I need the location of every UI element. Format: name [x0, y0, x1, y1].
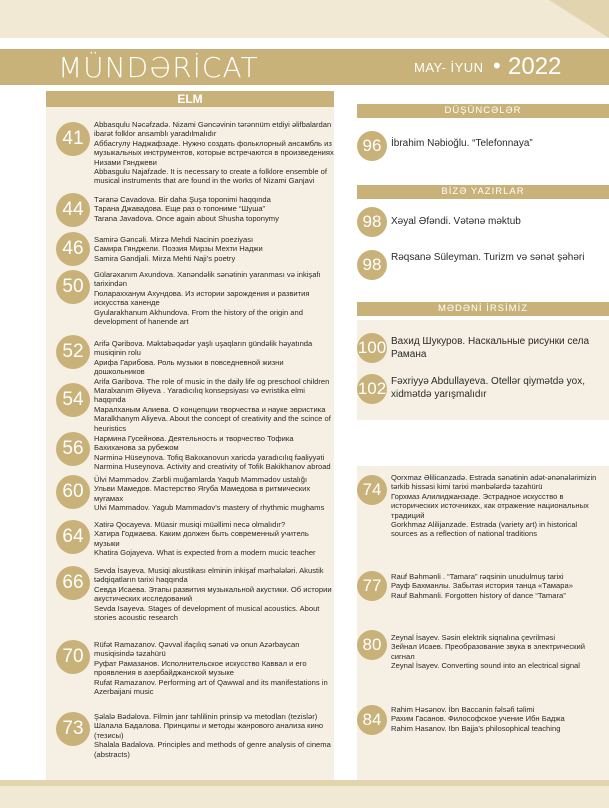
entry-text: [94, 475, 334, 513]
entry-line-ru: Самира Гянджели. Поэзия Мирзы Мехти Наджи: [94, 244, 263, 254]
issue-year: 2022: [508, 53, 562, 80]
section-header-medeni-irsimiz: MƏDƏNİ İRSİMİZ: [357, 302, 609, 316]
corner-decoration: [549, 0, 609, 38]
page-badge: 102: [357, 374, 387, 404]
top-decorative-band: [0, 0, 609, 38]
page-badge: 44: [56, 193, 90, 227]
page-badge: 77: [357, 571, 387, 601]
page-badge: 100: [357, 333, 387, 363]
entry-line-en: Rufat Ramazanov. Performing art of Qawwal and its manifestations in Azerbaijani music: [94, 677, 328, 697]
page-badge: 84: [357, 705, 387, 735]
page-title: MÜNDƏRİCAT: [58, 51, 259, 84]
entry-text: Вахид Шукуров. Наскальные рисунки села Рамана: [391, 336, 590, 360]
entry-line-en: Rauf Bahmanli. Forgotten history of dance “Tamara”: [391, 590, 566, 600]
entry-line-ru: Горхмаз Алилиджанзаде. Эстрадное искусство в исторических источниках, как отражение национальных традиций: [391, 491, 589, 520]
entry-line-az: Təranə Cavadova. Bir daha Şuşa toponimi haqqında: [94, 195, 271, 204]
entry-line-az: Ülvi Məmmədov. Zərbli muğamlarda Yaqub Məmmədov ustalığı: [94, 475, 308, 484]
entry-line-ru: Зейнал Исаев. Преобразование звука в электрический сигнал: [391, 642, 585, 661]
entry-text: [94, 270, 334, 326]
page-badge: 64: [56, 520, 90, 554]
entry-text: [94, 712, 334, 759]
entry-line-az: Gülarəxanım Axundova. Xanəndəlik sənətinin yaranması və inkişafı tarixindən: [94, 270, 321, 289]
entry-line-az: Abbasqulu Nəcəfzadə. Nizami Gəncəvinin tərənnüm etdiyi əlifbalardan ibarət folklor ansamblı yaradılmalıdır: [94, 120, 332, 139]
entry-text: [94, 120, 334, 186]
entry-line-en: Maralkhanym Aliyeva. About the concept of creativity and the scince of heuristics: [94, 414, 331, 433]
entry-line-az: Maralxanım Əliyeva . Yaradıcılıq konsepsiyası və evristika elmi haqqında: [94, 386, 305, 405]
page-badge: 52: [56, 335, 90, 369]
entry-line-en: Ulvi Mammadov. Yagub Mammadov’s mastery of rhythmic mughams: [94, 503, 325, 513]
entry-text: [391, 572, 605, 600]
entry-text: [94, 520, 334, 558]
entry-line-ru: Севда Исаева. Этапы развития музыкальной акустики. Об истории акустических исследований: [94, 584, 332, 604]
page-badge: 80: [357, 630, 387, 660]
entry-line-az: Zeynal İsayev. Səsin elektrik siqnalına çevrilməsi: [391, 633, 556, 642]
section-header-dusunceler: DÜŞÜNCƏLƏR: [357, 104, 609, 118]
page-badge: 70: [56, 640, 90, 674]
entry-text: [94, 195, 334, 223]
entry-text: Rəqsanə Süleyman. Turizm və sənət şəhəri: [391, 252, 585, 263]
entry-text: [391, 705, 605, 733]
entry-text: [94, 235, 334, 263]
bottom-strip: [0, 780, 609, 786]
section-header-bize-yazirlar: BİZƏ YAZIRLAR: [357, 185, 609, 199]
entry-line-en: Arifa Garibova. The role of music in the daily life og preschool children: [94, 376, 330, 386]
page-badge: 73: [56, 712, 90, 746]
page-badge: 96: [357, 131, 387, 161]
entry-line-en: Samira Gandjali. Mirza Mehti Naji’s poetry: [94, 253, 236, 263]
entry-text: [94, 386, 334, 433]
page-badge: 54: [56, 383, 90, 417]
page-badge: 56: [56, 432, 90, 466]
entry-text: [94, 339, 334, 386]
entry-line-az: Nərminə Hüseynova. Tofiq Bakıxanovun xaricdə yaradıcılıq fəaliyyəti: [94, 452, 325, 462]
entry-line-az: Rüfət Ramazanov. Qəvval ifaçılıq sənəti və onun Azərbaycan musiqisində təzahürü: [94, 640, 300, 659]
page-badge: 41: [56, 122, 90, 156]
entry-text: [94, 640, 334, 696]
page-badge: 66: [56, 566, 90, 600]
page-badge: 60: [56, 475, 90, 509]
entry-line-az: Rauf Bəhmənli . “Tamara” rəqsinin unudulmuş tarixi: [391, 572, 564, 581]
entry-line-ru: Тарана Джавадова. Еще раз о топониме “Шуша”: [94, 204, 266, 214]
entry-text: Fəxriyyə Abdullayeva. Otellər qiymətdə yox, xidmətdə yarışmalıdır: [391, 376, 585, 400]
entry-line-en: Khatira Gojayeva. What is expected from a modern mucic teacher: [94, 548, 316, 558]
page-badge: 50: [56, 270, 90, 304]
entry-line-az: Xatirə Qocayeva. Müasir musiqi müəllimi necə olmalıdır?: [94, 520, 286, 529]
entry-line-az: Samirə Gəncəli. Mirzə Mehdi Nacinin poeziyası: [94, 235, 254, 244]
entry-line-ru: Руфат Рамазанов. Исполнительское искусство Каввал и его проявления в азербайджанской музыке: [94, 658, 307, 678]
entry-line-ru: Хатира Годжаева. Каким должен быть современный учитель музыки: [94, 529, 309, 548]
entry-line-ru: Гюларахханум Ахундова. Из истории зарождения и развития искусства ханенде: [94, 288, 310, 308]
entry-line-az: Sevda İsayeva. Musiqi akustikası elminin inkişaf mərhələləri. Akustik tədqiqatların tarixi haqqında: [94, 566, 324, 585]
entry-line-az: Qorxmaz Əlilicanzadə. Estrada sənətinin adət-ənənələrimizin tərkib hissəsi kimi tarixi mənbələrdə təzahürü: [391, 473, 597, 492]
entry-line-az: Arifə Qəribova. Məktəbəqədər yaşlı uşaqların gündəlik həyatında musiqinin rolu: [94, 339, 313, 358]
header-bar: [0, 49, 609, 85]
elm-section-header: ELM: [46, 91, 334, 107]
entry-text: [94, 434, 334, 472]
entry-text: [391, 633, 605, 671]
entry-line-az: Şəlalə Bədəlova. Filmin janr təhlilinin prinsip və metodları (tezislər): [94, 712, 318, 721]
entry-line-ru: Арифа Гарибова. Роль музыки в повседневной жизни дошкольников: [94, 357, 284, 377]
issue-label: MAY- İYUN: [414, 60, 484, 75]
bullet-separator: •: [493, 53, 501, 78]
entry-line-en: Gorkhmaz Alilijanzade. Estrada (variety art) in historical sources as a reflection of national traditions: [391, 520, 578, 539]
entry-line-ru: Аббасгулу Наджафзаде. Нужно создать фольклорный ансамбль из музыкальных инструментов, которые встречаются в произведениях Низами Гянджеви: [94, 138, 334, 167]
page-badge: 46: [56, 232, 90, 266]
entry-line-en: Gyularakhanum Akhundova. From the history of the origin and development of hanende art: [94, 307, 303, 327]
entry-text: [391, 473, 605, 539]
entry-line-en: Tarana Javadova. Once again about Shusha toponymy: [94, 213, 279, 223]
entry-line-ru: Ульви Мамедов. Мастерство Ягуба Мамедова в ритмических мугамах: [94, 484, 311, 503]
entry-line-en: Abbasgulu Najafzade. It is necessary to create a folklore ensemble of musical instruments that are found in the works of Nizami Ganjavi: [94, 167, 328, 186]
entry-text: [94, 566, 334, 622]
entry-line-en: Shalala Badalova. Principles and methods of genre analysis of cinema (abstracts): [94, 740, 331, 759]
entry-line-en: Rahim Hasanov. Ibn Bajja’s philosophical teaching: [391, 723, 561, 733]
entry-line-ru: Рахим Гасанов. Философское учение Ибн Баджа: [391, 714, 565, 724]
page-badge: 98: [357, 250, 387, 280]
entry-line-en: Narmina Huseynova. Activity and creativity of Tofik Bakikhanov abroad: [94, 462, 331, 472]
entry-line-ru: Шалала Бадалова. Принципы и методы жанрового анализа кино (тезисы): [94, 721, 324, 740]
entry-text: İbrahim Nəbioğlu. “Telefonnaya”: [391, 138, 533, 149]
entry-line-ru: Рауф Бахманлы. Забытая история танца «Тамара»: [391, 581, 573, 591]
page-badge: 98: [357, 207, 387, 237]
bottom-decorative-band: [0, 780, 609, 808]
entry-line-ru: Маралханым Алиева. О концепции творчества и науке эвристика: [94, 404, 326, 414]
entry-line-en: Zeynal İsayev. Converting sound into an electrical signal: [391, 661, 580, 671]
entry-line-ru: Нармина Гусейнова. Деятельность и творчество Тофика Бахиханова за рубежом: [94, 434, 294, 453]
entry-line-en: Sevda Isayeva. Stages of development of musical acoustics. About stories acoustic research: [94, 603, 320, 623]
entry-text: Xəyal Əfəndi. Vətənə məktub: [391, 216, 521, 227]
page-badge: 74: [357, 475, 387, 505]
entry-line-az: Rahim Həsənov. İbn Baccanin fəlsəfi təlimi: [391, 705, 535, 714]
